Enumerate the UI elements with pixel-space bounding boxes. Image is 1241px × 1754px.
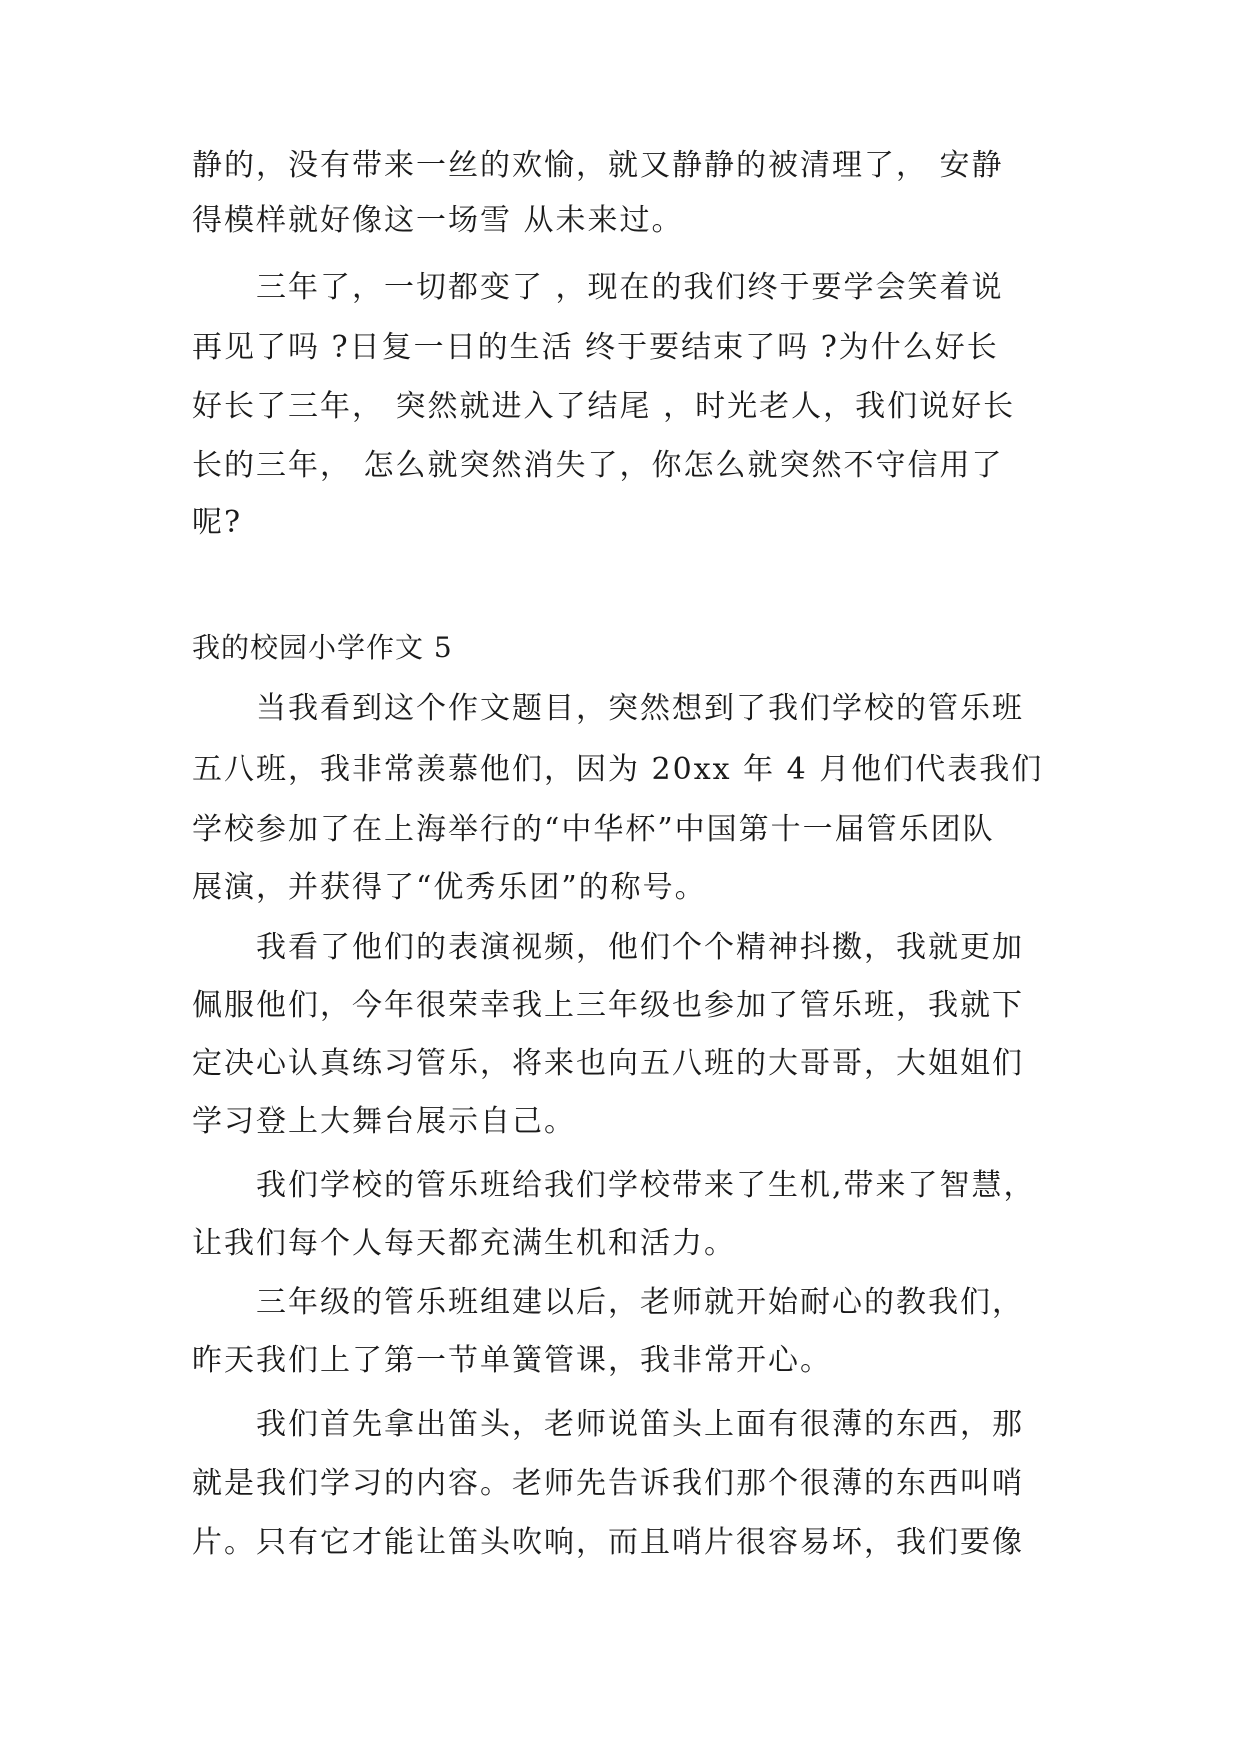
text-line: 学习登上大舞台展示自己。 [192,1104,576,1139]
text-line: 定决心认真练习管乐，将来也向五八班的大哥哥，大姐姐们 [192,1046,1024,1081]
text-line: 静的，没有带来一丝的欢愉，就又静静的被清理了， 安静 [192,148,1004,183]
text-line: 佩服他们，今年很荣幸我上三年级也参加了管乐班，我就下 [192,988,1024,1023]
text-line: 三年了，一切都变了 ，现在的我们终于要学会笑着说 [192,270,1004,305]
text-line: 好长了三年， 突然就进入了结尾 ，时光老人，我们说好长 [192,389,1016,424]
text-line: 学校参加了在上海举行的“中华杯”中国第十一届管乐团队 [192,812,995,847]
text-line: 呢? [192,505,243,540]
text-line: 五八班，我非常羡慕他们，因为 20xx 年 4 月他们代表我们 [192,752,1044,787]
text-line: 昨天我们上了第一节单簧管课，我非常开心。 [192,1343,832,1378]
text-line: 当我看到这个作文题目，突然想到了我们学校的管乐班 [192,691,1024,726]
section-heading: 我的校园小学作文 5 [192,631,453,664]
text-line: 再见了吗 ?日复一日的生活 终于要结束了吗 ?为什么好长 [192,330,999,365]
text-line: 我们首先拿出笛头，老师说笛头上面有很薄的东西，那 [192,1407,1024,1442]
text-line: 让我们每个人每天都充满生机和活力。 [192,1226,736,1261]
text-line: 三年级的管乐班组建以后，老师就开始耐心的教我们， [192,1285,1024,1320]
text-line: 片。只有它才能让笛头吹响，而且哨片很容易坏，我们要像 [192,1525,1024,1560]
text-line: 长的三年， 怎么就突然消失了，你怎么就突然不守信用了 [192,448,1004,483]
text-line: 就是我们学习的内容。老师先告诉我们那个很薄的东西叫哨 [192,1466,1024,1501]
text-line: 我看了他们的表演视频，他们个个精神抖擞，我就更加 [192,930,1024,965]
text-line: 得模样就好像这一场雪 从未来过。 [192,203,684,238]
text-line: 我们学校的管乐班给我们学校带来了生机,带来了智慧， [192,1168,1036,1203]
text-line: 展演，并获得了“优秀乐团”的称号。 [192,870,707,905]
